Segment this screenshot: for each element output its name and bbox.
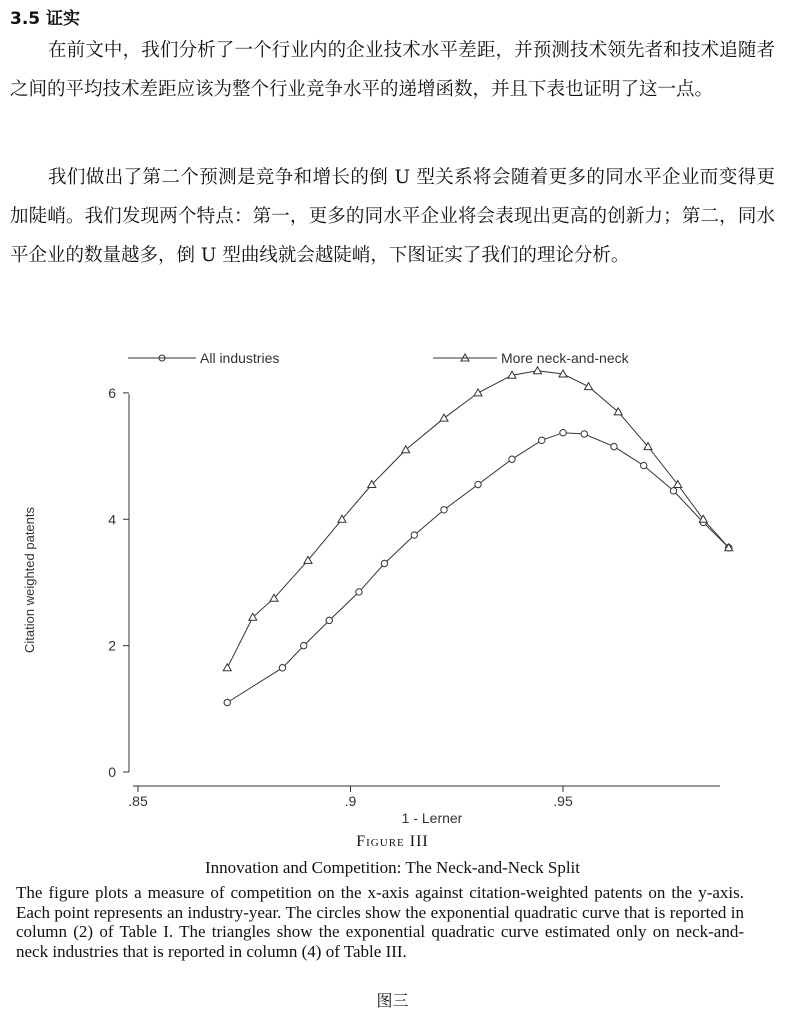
data-point-circle [356,589,362,595]
series-line [227,371,729,668]
data-point-circle [475,481,481,487]
x-axis-label: 1 - Lerner [401,810,463,826]
y-tick-label: 6 [108,384,116,401]
data-point-circle [611,443,617,449]
series-neck-and-neck [223,367,733,671]
figure-cn-label: 图三 [376,991,409,1010]
legend-label-neck-and-neck: More neck-and-neck [501,350,629,366]
data-point-circle [539,437,545,443]
data-point-circle [641,462,647,468]
series-line [227,433,729,703]
data-point-circle [411,532,417,538]
data-point-circle [560,430,566,436]
series-all-industries [224,430,732,706]
data-point-circle [326,617,332,623]
data-point-circle [509,456,515,462]
data-point-circle [381,560,387,566]
x-tick-label: .9 [344,793,357,809]
data-point-triangle [402,446,410,453]
data-point-triangle [474,389,482,396]
figure-label: Figure III [356,833,429,850]
x-tick-label: .95 [553,793,573,809]
paragraph-1: 在前文中，我们分析了一个行业内的企业技术水平差距，并预测技术领先者和技术追随者之间的平均技术差距应该为整个行业竞争水平的递增函数，并且下表也证明了这一点。 [10,40,775,100]
data-point-circle [301,642,307,648]
y-tick-label: 0 [108,764,116,780]
paragraph-2: 我们做出了第二个预测是竞争和增长的倒 U 型关系将会随着更多的同水平企业而变得更加陡峭。我们发现两个特点：第一，更多的同水平企业将会表现出更高的创新力；第二，同水平企业的数量越多，倒 U 型曲线就会越陡峭，下图证实了我们的理论分析。 [10,167,775,266]
figure-subtitle: Innovation and Competition: The Neck-and-Neck Split [204,858,581,877]
data-point-circle [670,488,676,494]
x-tick-label: .85 [128,793,148,809]
y-axis-label: Citation weighted patents [22,507,37,653]
data-point-circle [581,431,587,437]
chart-legend [128,350,630,366]
data-point-triangle [534,367,542,374]
data-point-circle [279,665,285,671]
y-tick-label: 4 [108,511,116,528]
figure-caption: The figure plots a measure of competition on the x-axis against citation-weighted patents on the y-axis. Each point represents an industry-year. The circles show the exponential quadratic curve that is reported in column (2) of Table I. The triangles show the exponential quadratic curve estimated only on neck-and-neck industries that is reported in column (4) of Table III. [16,883,744,961]
data-point-triangle [223,664,231,671]
y-tick-label: 2 [108,637,116,654]
data-point-triangle [585,383,593,390]
data-point-circle [224,699,230,705]
section-heading: 3.5 证实 [10,9,81,29]
data-point-circle [441,507,447,513]
data-point-triangle [440,414,448,421]
legend-label-all-industries: All industries [200,350,280,366]
